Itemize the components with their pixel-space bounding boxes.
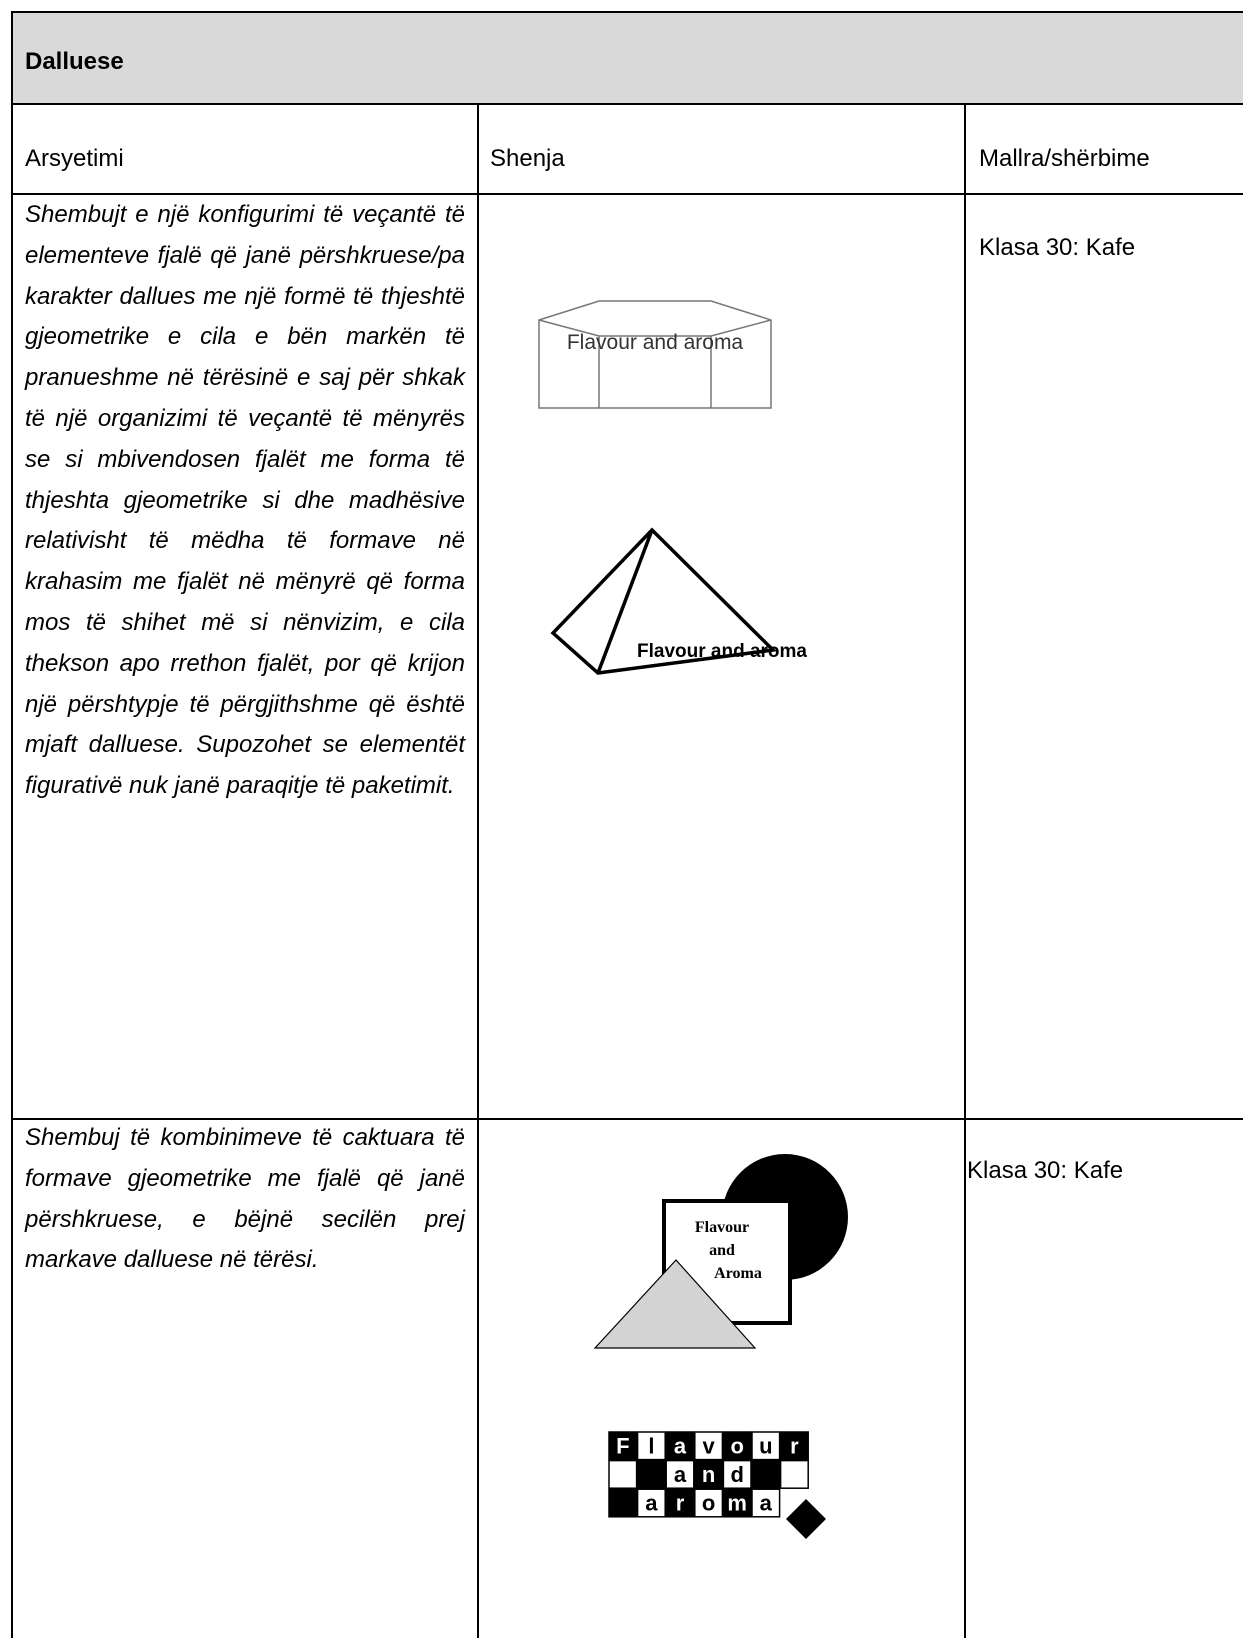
hexagon-mark-text: Flavour and aroma: [566, 331, 744, 354]
checker-letter: d: [730, 1461, 744, 1487]
checker-cell: [609, 1461, 637, 1489]
checker-cell: [781, 1461, 809, 1489]
checker-cell: [695, 1461, 723, 1489]
checker-letter: l: [648, 1433, 655, 1459]
checker-cell: [666, 1489, 694, 1517]
diamond-shape: [786, 1499, 826, 1539]
checker-cell: [638, 1489, 666, 1517]
column-header-goods: Mallra/shërbime: [979, 145, 1150, 172]
checker-cell: [666, 1432, 694, 1460]
checker-cell: [723, 1432, 751, 1460]
checker-cell: [695, 1432, 723, 1460]
checker-letter: F: [616, 1433, 630, 1459]
checker-letter: a: [759, 1490, 772, 1516]
pyramid-mark-text: Flavour and aroma: [637, 641, 807, 662]
checker-letter: v: [702, 1433, 715, 1459]
checker-cell: [723, 1489, 751, 1517]
mark-line: Flavour: [694, 1219, 750, 1236]
checker-letter: r: [675, 1490, 685, 1516]
geometric-shapes-mark: [590, 1153, 852, 1355]
checker-cell: [609, 1432, 637, 1460]
table-border: [11, 103, 1243, 105]
checker-cell: [666, 1461, 694, 1489]
reasoning-text: Shembujt e një konfigurimi të veçantë të elementeve fjalë që janë përshkruese/pa karakter dallues me një formë të thjeshtë gjeometrike e cila e bën markën të pranueshme në tërësinë e saj për shkak të një organizimi të veçantë të mënyrës se si mbivendosen fjalët me forma të thjeshta gjeometrike si dhe madhësive relativisht të mëdha të formave në krahasim me fjalët në mënyrë që forma mos të shihet më si nënvizim, e cila thekson apo rrethon fjalët, por që krijon një përshtypje të përgjithshme që është mjaft dalluese. Supozohet se elementët figurativë nuk janë paraqitje të paketimit.: [25, 201, 465, 800]
reasoning-text: Shembuj të kombinimeve të caktuara të formave gjeometrike me fjalë që janë përshkruese, e bëjnë secilën prej markave dalluese në tërësi.: [25, 1124, 465, 1274]
checker-letter: m: [727, 1490, 747, 1516]
checker-letter: o: [701, 1490, 716, 1516]
column-header-reasoning: Arsyetimi: [25, 145, 124, 172]
checker-cell: [695, 1489, 723, 1517]
table-border: [11, 11, 13, 1638]
checker-letter: a: [673, 1461, 687, 1487]
table-border: [477, 103, 479, 1638]
checker-letter: a: [673, 1433, 687, 1459]
hexagon-prism-mark: [535, 298, 775, 414]
pyramid-mark: [548, 525, 838, 680]
checkerboard-mark: [608, 1431, 830, 1547]
column-header-mark: Shenja: [490, 145, 565, 172]
checker-letter: a: [645, 1490, 658, 1516]
checker-cell: [638, 1461, 666, 1489]
checker-cell: [752, 1432, 780, 1460]
table-border: [11, 11, 1243, 13]
checker-cell: [781, 1432, 809, 1460]
checker-letter: u: [759, 1433, 773, 1459]
goods-class: Klasa 30: Kafe: [979, 234, 1136, 261]
checker-cell: [752, 1489, 780, 1517]
checker-letter: n: [701, 1461, 716, 1487]
checker-cell: [609, 1489, 637, 1517]
checker-cell: [638, 1432, 666, 1460]
goods-class: Klasa 30: Kafe: [967, 1157, 1124, 1184]
checker-cell: [723, 1461, 751, 1489]
checker-cell: [752, 1461, 780, 1489]
mark-line: and: [709, 1242, 735, 1259]
mark-line: Aroma: [714, 1265, 762, 1282]
checker-letter: o: [730, 1433, 744, 1459]
checker-letter: r: [790, 1433, 799, 1459]
table-title-row: [11, 11, 1243, 104]
table-title: Dalluese: [25, 48, 124, 75]
table-border: [964, 103, 966, 1638]
